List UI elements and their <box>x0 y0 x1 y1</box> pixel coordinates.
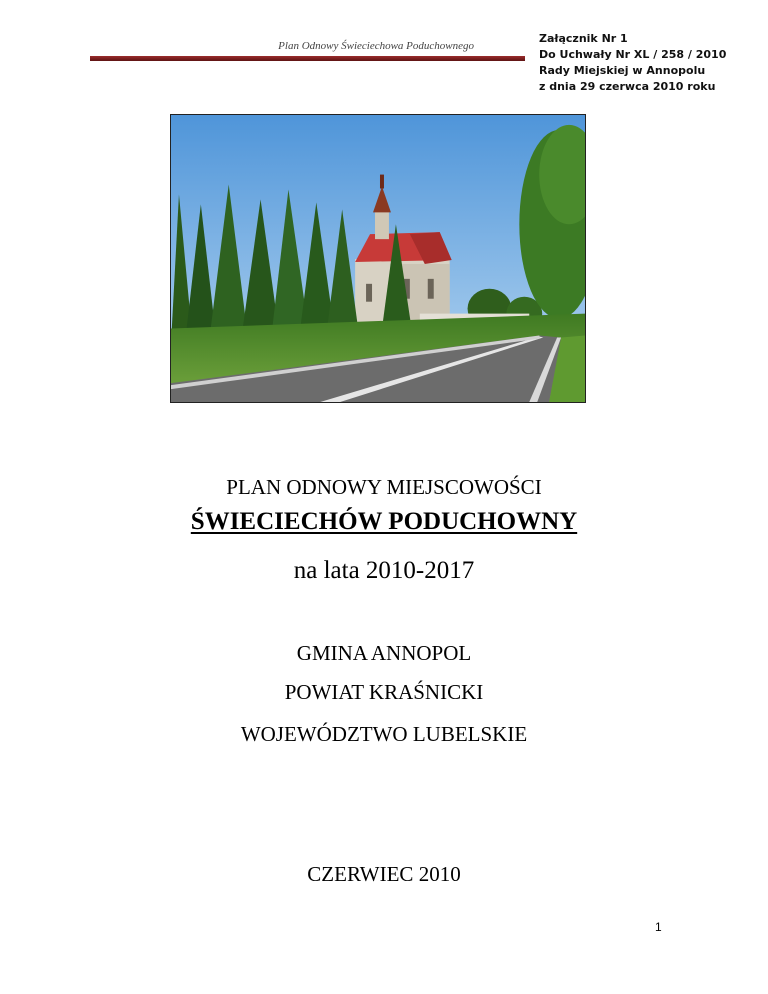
document-date: CZERWIEC 2010 <box>307 862 461 886</box>
attachment-line-4: z dnia 29 czerwca 2010 roku <box>539 80 716 93</box>
attachment-line-2: Do Uchwały Nr XL / 258 / 2010 <box>539 48 727 61</box>
voivodeship-name: WOJEWÓDZTWO LUBELSKIE <box>240 722 528 746</box>
attachment-line-1: Załącznik Nr 1 <box>539 32 628 45</box>
locality-name: ŚWIECIECHÓW PODUCHOWNY <box>190 508 578 535</box>
plan-title-locality <box>0 508 768 536</box>
church-photo <box>170 114 586 403</box>
plan-period: na lata 2010-2017 <box>293 557 475 584</box>
plan-title-line-1: PLAN ODNOWY MIEJSCOWOŚCI <box>226 475 542 499</box>
running-header-title: Plan Odnowy Świeciechowa Poduchownego <box>278 40 474 52</box>
attachment-note <box>539 31 749 95</box>
county-name: POWIAT KRAŚNICKI <box>284 680 484 704</box>
header-rule <box>90 56 525 61</box>
attachment-line-3: Rady Miejskiej w Annopolu <box>539 64 706 77</box>
page-number: 1 <box>655 920 662 934</box>
church-photo-illustration <box>171 115 585 402</box>
commune-name: GMINA ANNOPOL <box>296 641 472 665</box>
